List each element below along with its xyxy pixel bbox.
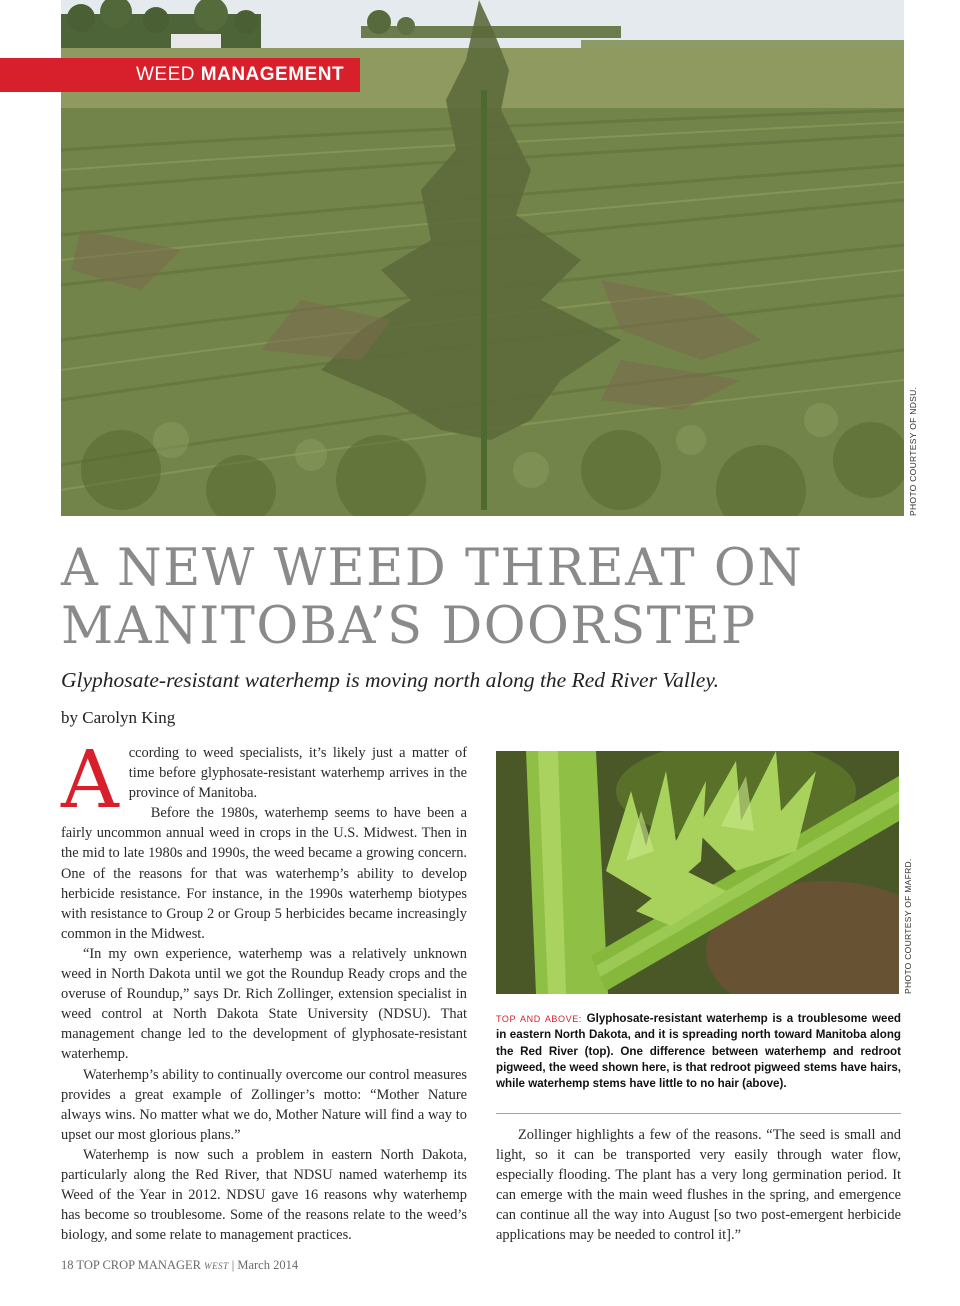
- inset-photo: [496, 751, 899, 994]
- paragraph-5: Waterhemp is now such a problem in eastern North Dakota, particularly along the Red River, that NDSU named waterhemp its Weed of the Year in 2012. NDSU gave 16 reasons why waterhemp has become so troublesome. Some of the reasons relate to the weed’s biology, and some relate to management practices.: [61, 1146, 467, 1244]
- paragraph-4: Waterhemp’s ability to continually overcome our control measures provides a great example of Zollinger’s motto: “Mother Nature always wins. No matter what we do, Mother Nature will find a way to upset our most glorious plans.”: [61, 1066, 467, 1143]
- photo-credit-top: PHOTO COURTESY OF NDSU.: [908, 386, 918, 516]
- issue-date: March 2014: [237, 1258, 299, 1272]
- drop-cap: A: [61, 733, 119, 826]
- magazine-edition: WEST: [204, 1261, 229, 1271]
- section-label: [0, 58, 360, 92]
- caption-divider: [496, 1113, 901, 1114]
- paragraph-1-text: ccording to weed specialists, it’s likely just a matter of time before glyphosate-resistant waterhemp arrives in the province of Manitoba.: [128, 745, 467, 802]
- footer-separator: |: [231, 1258, 235, 1272]
- magazine-name: TOP CROP MANAGER: [76, 1258, 201, 1272]
- photo-credit-inset: PHOTO COURTESY OF MAFRD.: [903, 858, 913, 994]
- caption-lead: TOP AND ABOVE:: [496, 1014, 582, 1024]
- photo-caption: [496, 1011, 901, 1092]
- byline: by Carolyn King: [61, 708, 176, 727]
- right-paragraph-1: Zollinger highlights a few of the reasons. “The seed is small and light, so it can be transported very easily through water flow, especially flooding. The plant has a very long germination period. It can emerge with the main weed flushes in the spring, and emergence can continue all the way into August [so two post-emergent herbicide applications may be needed to control it].”: [496, 1127, 901, 1244]
- body-column-left: [61, 733, 467, 1244]
- paragraph-3: “In my own experience, waterhemp was a relatively unknown weed in North Dakota until we got the Roundup Ready crops and the overuse of Roundup,” says Dr. Rich Zollinger, extension specialist in weed control at North Dakota State University (NDSU). That management change led to the development of glyphosate-resistant waterhemp.: [61, 945, 467, 1063]
- headline-line-2: MANITOBA’S DOORSTEP: [61, 597, 757, 656]
- headline-line-1: A NEW WEED THREAT ON: [61, 539, 804, 598]
- page-number: 18: [61, 1258, 74, 1272]
- paragraph-1: [61, 733, 467, 826]
- body-column-right: [496, 1125, 901, 1246]
- caption-text: Glyphosate-resistant waterhemp is a troublesome weed in eastern North Dakota, and it is spreading north toward Manitoba along the Red River (top). One difference between waterhemp and redroot pigweed, the weed shown here, is that redroot pigweed stems have hairs, while waterhemp stems have little to no hair (above).: [496, 1012, 901, 1091]
- paragraph-2: Before the 1980s, waterhemp seems to have been a fairly uncommon annual weed in crops in the U.S. Midwest. Then in the mid to late 1980s and 1990s, the weed became a growing concern. One of the reasons for that was waterhemp’s ability to develop herbicide resistance. For instance, in the 1990s waterhemp biotypes with resistance to Group 2 or Group 5 herbicides became increasingly common in the Midwest.: [61, 805, 467, 942]
- article-deck: Glyphosate-resistant waterhemp is moving north along the Red River Valley.: [61, 668, 720, 692]
- article-headline: [61, 540, 921, 656]
- page-footer: [61, 1258, 298, 1273]
- section-label-light: WEED: [136, 64, 201, 85]
- section-label-bold: MANAGEMENT: [200, 64, 345, 85]
